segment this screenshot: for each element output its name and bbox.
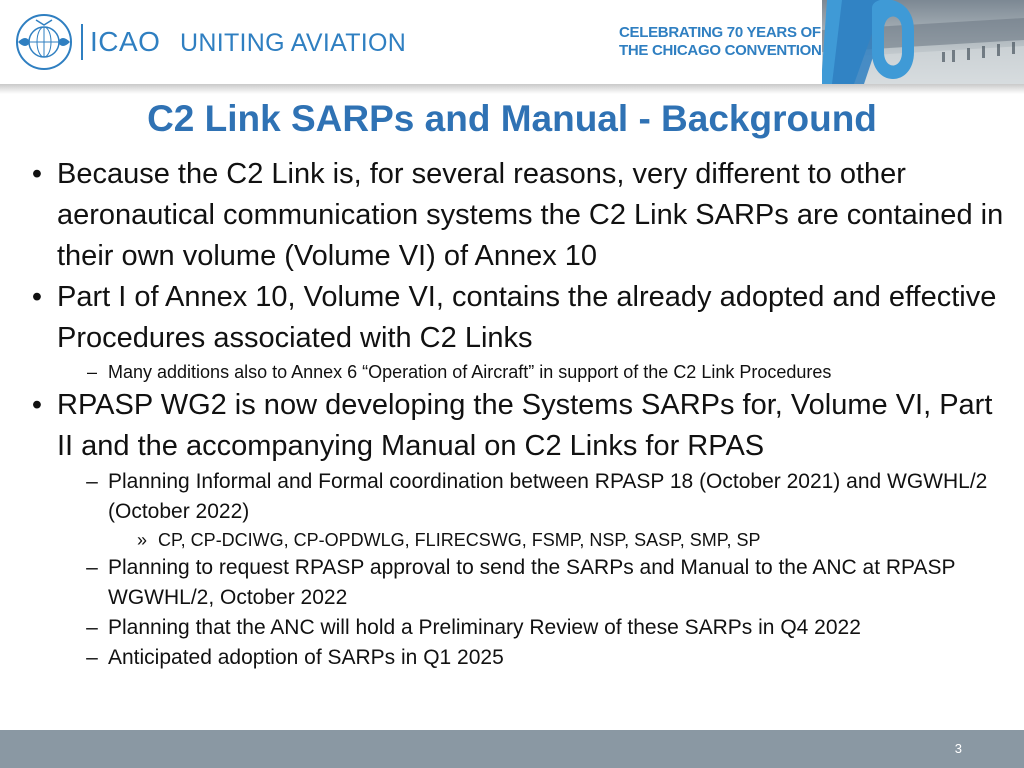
bullet-list: [26, 154, 1006, 673]
sub-sub-bullet-text: CP, CP-DCIWG, CP-OPDWLG, FLIRECSWG, FSMP, NSP, SASP, SMP, SP: [158, 530, 761, 550]
bullet-text: RPASP WG2 is now developing the Systems SARPs for, Volume VI, Part II and the accompanying Manual on C2 Links for RPAS: [57, 389, 993, 462]
chicago-convention-photo: [822, 0, 1024, 84]
sub-bullet-text: Many additions also to Annex 6 “Operation of Aircraft” in support of the C2 Link Procedures: [108, 362, 832, 382]
bullet-marker: •: [31, 158, 43, 190]
sub-bullet-marker: –: [86, 616, 98, 639]
page-number: 3: [954, 741, 962, 756]
bullet-marker: •: [31, 281, 43, 313]
logo-icao-text: ICAO: [90, 26, 161, 57]
sub-bullet-item: [26, 553, 1006, 613]
sub-bullet-marker: –: [86, 556, 98, 579]
sub-bullet-item: [26, 643, 1006, 673]
footer-bar: [0, 730, 1024, 768]
sub-bullet-marker: –: [86, 646, 98, 669]
sub-bullet-text: Planning that the ANC will hold a Preliminary Review of these SARPs in Q4 2022: [108, 616, 861, 639]
sub-bullet-item: [26, 613, 1006, 643]
sub-bullet-item: [26, 467, 1006, 527]
icao-emblem-icon: [14, 12, 74, 72]
slide-title: C2 Link SARPs and Manual - Background: [147, 98, 877, 139]
sub-sub-bullet-marker: »: [136, 530, 147, 550]
celebration-line-1: CELEBRATING 70 YEARS OF: [619, 24, 821, 41]
celebration-line-2: THE CHICAGO CONVENTION: [619, 42, 822, 59]
logo-divider: [81, 24, 83, 60]
sub-bullet-marker: –: [86, 362, 97, 382]
header-shadow: [0, 84, 1024, 94]
bullet-text: Part I of Annex 10, Volume VI, contains the already adopted and effective Procedures associated with C2 Links: [57, 281, 997, 354]
bullet-item: [26, 385, 1006, 467]
bullet-item: [26, 277, 1006, 359]
sub-bullet-text: Planning to request RPASP approval to send the SARPs and Manual to the ANC at RPASP WGWHL/2, October 2022: [108, 556, 956, 609]
sub-bullet-marker: –: [86, 470, 98, 493]
bullet-marker: •: [31, 389, 43, 421]
celebration-text: [619, 24, 822, 60]
bullet-item: [26, 154, 1006, 277]
bullet-text: Because the C2 Link is, for several reasons, very different to other aeronautical communication systems the C2 Link SARPs are contained in their own volume (Volume VI) of Annex 10: [57, 158, 1004, 272]
sub-bullet-item: [26, 359, 1006, 385]
logo-tagline: UNITING AVIATION: [180, 29, 407, 57]
sub-bullet-text: Planning Informal and Formal coordination between RPASP 18 (October 2021) and WGWHL/2 (October 2022): [108, 470, 988, 523]
sub-bullet-text: Anticipated adoption of SARPs in Q1 2025: [108, 646, 504, 669]
sub-sub-bullet-item: [26, 527, 1006, 553]
header-banner: [0, 0, 1024, 84]
